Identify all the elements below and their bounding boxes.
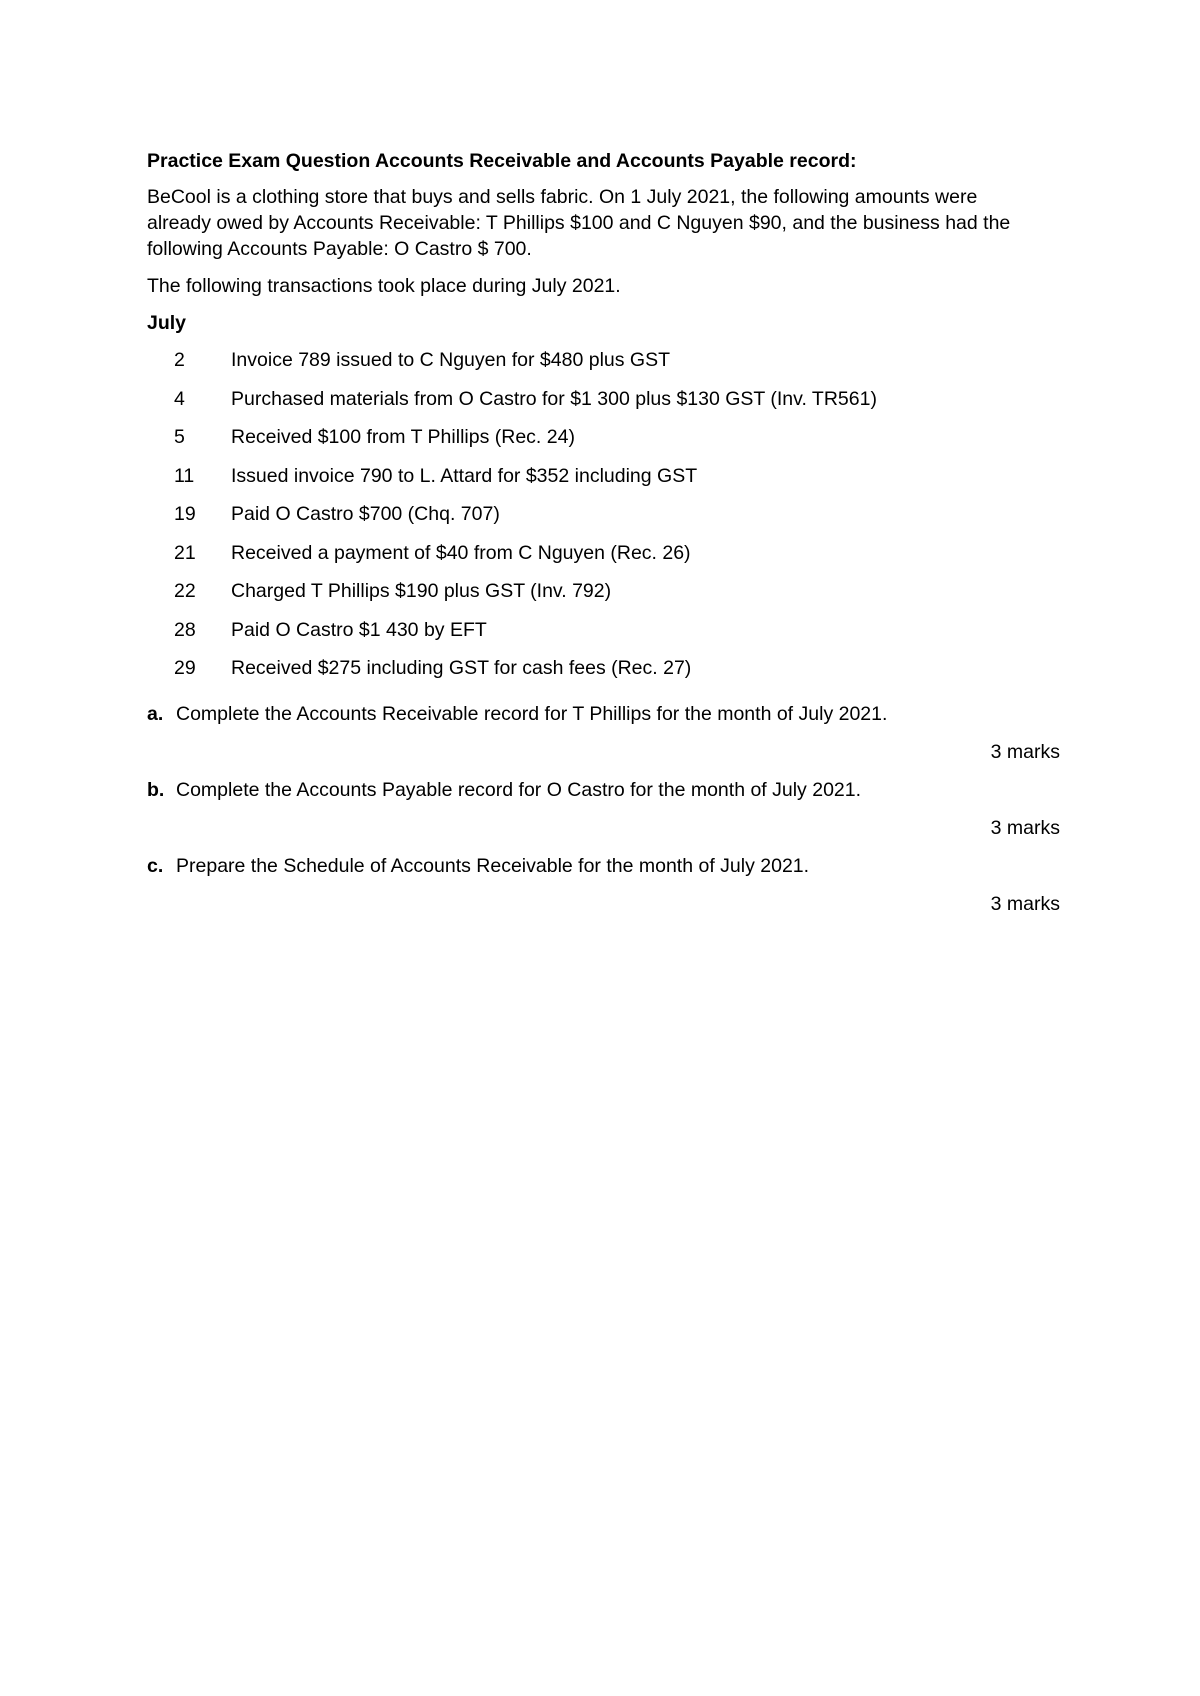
transactions-intro: The following transactions took place during July 2021. [147,275,621,297]
question-marks: 3 marks [990,740,1060,763]
transaction-row [147,347,1067,386]
transaction-row [147,386,1067,425]
transaction-row [147,424,1067,463]
transaction-description: Purchased materials from O Castro for $1 300 plus $130 GST (Inv. TR561) [231,387,877,410]
transaction-row [147,463,1067,502]
question-letter: a. [147,702,164,725]
transaction-description: Issued invoice 790 to L. Attard for $352 including GST [231,464,698,487]
question-marks: 3 marks [990,892,1060,915]
transaction-day: 29 [174,657,196,679]
transaction-description: Invoice 789 issued to C Nguyen for $480 plus GST [231,349,670,371]
transaction-description: Received $100 from T Phillips (Rec. 24) [231,426,575,448]
transaction-description: Received $275 including GST for cash fees (Rec. 27) [231,657,692,679]
transaction-day: 28 [174,618,196,641]
question-marks: 3 marks [990,816,1060,839]
question-text: Prepare the Schedule of Accounts Receivable for the month of July 2021. [176,854,810,877]
transaction-description: Paid O Castro $700 (Chq. 707) [231,503,500,525]
question-letter: c. [147,854,164,877]
question-b [147,777,1067,803]
transaction-day: 11 [174,464,195,487]
question-text: Complete the Accounts Payable record for O Castro for the month of July 2021. [176,778,862,801]
question-c [147,853,1067,879]
intro-line: BeCool is a clothing store that buys and sells fabric. On 1 July 2021, the following amounts were [147,186,978,208]
transaction-description: Charged T Phillips $190 plus GST (Inv. 792) [231,580,612,602]
question-a [147,701,1067,727]
intro-paragraph [147,184,1067,262]
question-letter: b. [147,778,165,801]
month-label: July [147,312,187,334]
transaction-day: 22 [174,580,196,602]
question-heading: Practice Exam Question Accounts Receivable and Accounts Payable record: [147,150,857,172]
transaction-row [147,617,1067,656]
transaction-day: 2 [174,349,185,371]
transaction-row [147,655,1067,694]
transaction-day: 19 [174,503,196,525]
transaction-day: 5 [174,426,185,448]
transaction-row [147,578,1067,617]
transaction-description: Paid O Castro $1 430 by EFT [231,618,487,641]
transaction-row [147,540,1067,579]
transaction-list [147,347,1067,694]
transaction-row [147,501,1067,540]
question-text: Complete the Accounts Receivable record for T Phillips for the month of July 2021. [176,702,888,725]
intro-line: already owed by Accounts Receivable: T Phillips $100 and C Nguyen $90, and the business had the [147,212,1011,234]
transaction-description: Received a payment of $40 from C Nguyen (Rec. 26) [231,541,691,564]
transaction-day: 21 [174,541,196,564]
transaction-day: 4 [174,387,185,410]
document-content [147,148,1067,929]
intro-line: following Accounts Payable: O Castro $ 700. [147,238,532,260]
